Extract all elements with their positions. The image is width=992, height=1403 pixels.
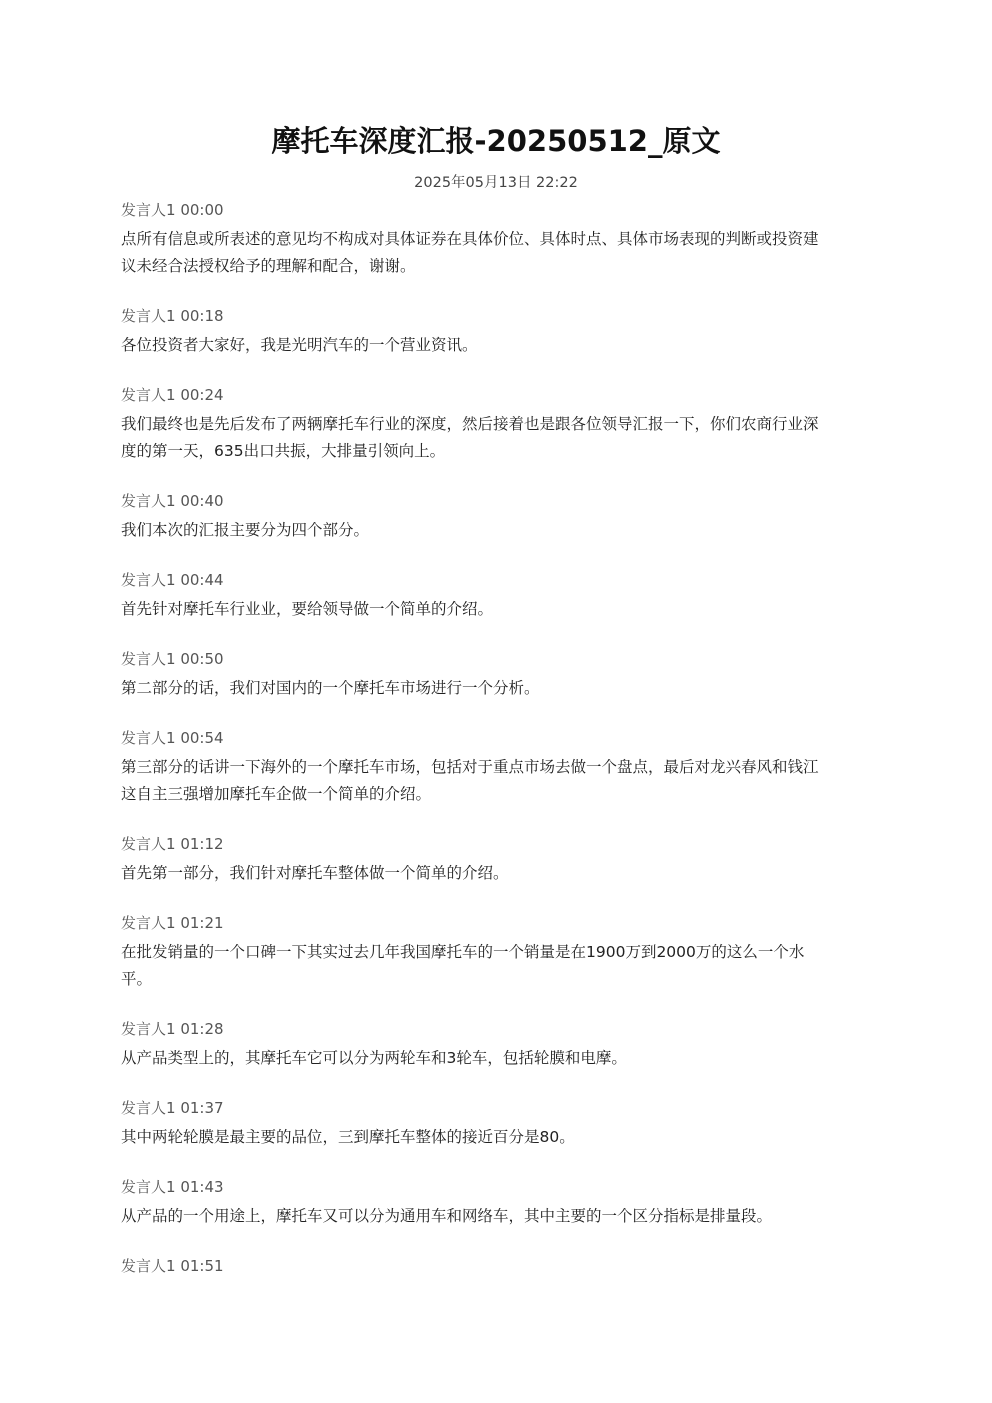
transcript-text [121,1124,873,1151]
transcript-text [121,860,873,887]
text-line: 其中两轮轮膜是最主要的品位，三到摩托车整体的接近百分是80。 [121,1128,575,1146]
transcript-entry [121,834,873,887]
timestamp: 00:40 [180,492,224,510]
text-line: 第二部分的话，我们对国内的一个摩托车市场进行一个分析。 [121,679,540,697]
text-line: 议未经合法授权给予的理解和配合，谢谢。 [121,257,416,275]
speaker-timestamp [121,834,873,854]
transcript-entry [121,306,873,359]
transcript-entry [121,1098,873,1151]
speaker-name: 发言人1 [121,1257,176,1275]
speaker-timestamp [121,306,873,326]
speaker-name: 发言人1 [121,492,176,510]
text-line: 从产品的一个用途上，摩托车又可以分为通用车和网络车，其中主要的一个区分指标是排量段。 [121,1207,773,1225]
transcript-entry [121,1177,873,1230]
speaker-timestamp [121,649,873,669]
transcript-entry [121,570,873,623]
transcript-entry [121,728,873,808]
text-line: 从产品类型上的，其摩托车它可以分为两轮车和3轮车，包括轮膜和电摩。 [121,1049,627,1067]
transcript-text [121,1045,873,1072]
timestamp: 00:18 [180,307,224,325]
text-line: 平。 [121,970,153,988]
speaker-name: 发言人1 [121,1178,176,1196]
transcript-list [121,200,873,1302]
timestamp: 00:50 [180,650,224,668]
speaker-timestamp [121,491,873,511]
speaker-name: 发言人1 [121,1020,176,1038]
transcript-text [121,596,873,623]
timestamp: 01:37 [180,1099,224,1117]
text-line: 首先第一部分，我们针对摩托车整体做一个简单的介绍。 [121,864,509,882]
transcript-text [121,411,873,465]
transcript-entry [121,913,873,993]
speaker-timestamp [121,1019,873,1039]
transcript-text [121,1203,873,1230]
transcript-entry [121,1019,873,1072]
text-line: 第三部分的话讲一下海外的一个摩托车市场，包括对于重点市场去做一个盘点，最后对龙兴春风和钱江 [121,758,819,776]
transcript-text [121,517,873,544]
speaker-timestamp [121,570,873,590]
transcript-entry [121,649,873,702]
timestamp: 01:12 [180,835,224,853]
speaker-timestamp [121,728,873,748]
transcript-text [121,939,873,993]
speaker-name: 发言人1 [121,386,176,404]
speaker-name: 发言人1 [121,650,176,668]
timestamp: 01:51 [180,1257,224,1275]
document-date: 2025年05月13日 22:22 [414,175,578,191]
timestamp: 01:21 [180,914,224,932]
speaker-timestamp [121,1098,873,1118]
timestamp: 00:54 [180,729,224,747]
text-line: 在批发销量的一个口碑一下其实过去几年我国摩托车的一个销量是在1900万到2000万的这么一个水 [121,943,805,961]
timestamp: 00:24 [180,386,224,404]
transcript-text [121,675,873,702]
transcript-text [121,754,873,808]
speaker-timestamp [121,200,873,220]
timestamp: 00:00 [180,201,224,219]
speaker-name: 发言人1 [121,835,176,853]
text-line: 度的第一天，635出口共振，大排量引领向上。 [121,442,446,460]
speaker-name: 发言人1 [121,729,176,747]
speaker-name: 发言人1 [121,1099,176,1117]
speaker-timestamp [121,1177,873,1197]
text-line: 这自主三强增加摩托车企做一个简单的介绍。 [121,785,432,803]
text-line: 首先针对摩托车行业业，要给领导做一个简单的介绍。 [121,600,494,618]
transcript-entry [121,1256,873,1276]
speaker-timestamp [121,913,873,933]
transcript-entry [121,385,873,465]
text-line: 我们最终也是先后发布了两辆摩托车行业的深度，然后接着也是跟各位领导汇报一下，你们农商行业深 [121,415,819,433]
speaker-timestamp [121,1256,873,1276]
transcript-entry [121,491,873,544]
transcript-text [121,332,873,359]
text-line: 点所有信息或所表述的意见均不构成对具体证券在具体价位、具体时点、具体市场表现的判断或投资建 [121,230,819,248]
speaker-name: 发言人1 [121,307,176,325]
transcript-text [121,226,873,280]
speaker-name: 发言人1 [121,571,176,589]
document-title: 摩托车深度汇报-20250512_原文 [271,124,721,158]
text-line: 各位投资者大家好，我是光明汽车的一个营业资讯。 [121,336,478,354]
timestamp: 01:43 [180,1178,224,1196]
transcript-entry [121,200,873,280]
text-line: 我们本次的汇报主要分为四个部分。 [121,521,370,539]
speaker-name: 发言人1 [121,201,176,219]
timestamp: 01:28 [180,1020,224,1038]
speaker-name: 发言人1 [121,914,176,932]
speaker-timestamp [121,385,873,405]
timestamp: 00:44 [180,571,224,589]
